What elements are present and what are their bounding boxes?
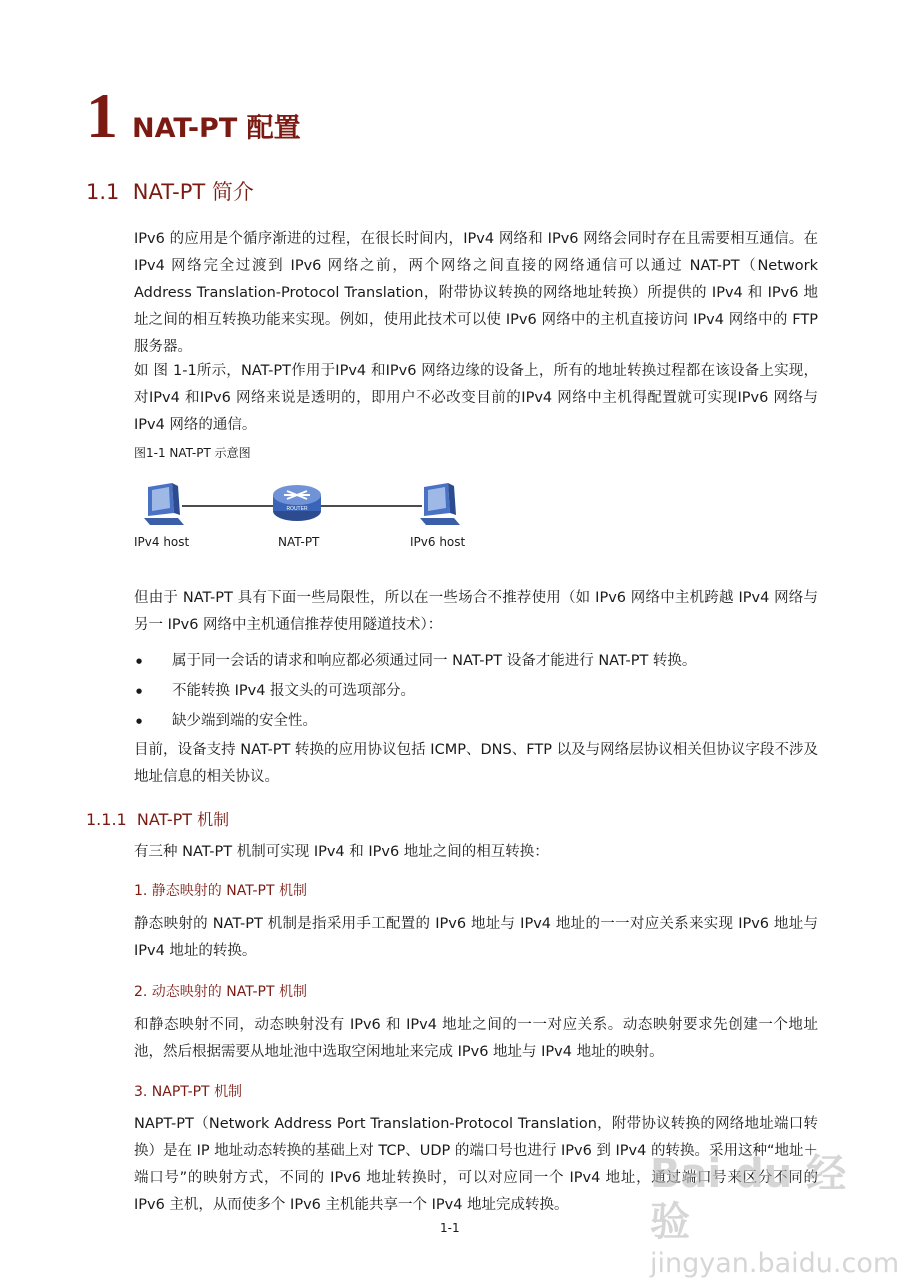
- chapter-title: NAT-PT 配置: [132, 113, 301, 144]
- network-diagram: [134, 478, 474, 558]
- section-title: NAT-PT 简介: [132, 180, 254, 204]
- page-number: 1-1: [440, 1221, 460, 1235]
- subsection-title: NAT-PT 机制: [136, 810, 230, 829]
- mechanism-2-text: 和静态映射不同，动态映射没有 IPv6 和 IPv4 地址之间的一一对应关系。动态映射要求先创建一个地址池，然后根据需要从地址池中选取空闲地址来完成 IPv6 地址与 IPv4 地址的映射。: [134, 1017, 818, 1060]
- natpt-label: NAT-PT: [278, 535, 320, 549]
- ipv6-host-label: IPv6 host: [410, 535, 466, 549]
- router-badge-label: ROUTER: [286, 506, 308, 512]
- list-item: ● 缺少端到端的安全性。: [134, 708, 696, 738]
- mechanism-3-text: NAPT-PT（Network Address Port Translation-Protocol Translation，附带协议转换的网络地址端口转换）是在 IP 地址动态转换的基础上对 TCP、UDP 的端口号也进行 IPv6 到 IPv4 的转换。采用这种“地址＋端口号”的映射方式，不同的 IPv6 地址转换时，可以对应同一个 IPv4 地址，通过端口号来区分不同的 IPv6 主机，从而使多个 IPv6 主机能共享一个 IPv4 地址完成转换。: [134, 1116, 818, 1213]
- mechanism-2-title: 2. 动态映射的 NAT-PT 机制: [134, 984, 307, 1000]
- chapter-number: 1: [86, 80, 118, 151]
- intro-paragraph-2: 如 图 1-1所示，NAT-PT作用于IPv4 和IPv6 网络边缘的设备上，所有的地址转换过程都在该设备上实现，对IPv4 和IPv6 网络来说是透明的，即用户不必改变目前的IPv4 网络中主机得配置就可实现IPv6 网络与IPv4 网络的通信。: [134, 363, 818, 433]
- subsection-heading: [86, 807, 229, 830]
- list-item: ● 属于同一会话的请求和响应都必须通过同一 NAT-PT 设备才能进行 NAT-PT 转换。: [134, 648, 696, 678]
- router-icon: [273, 485, 321, 521]
- ipv6-host-computer-icon: [420, 483, 460, 525]
- section-number: 1.1: [86, 180, 120, 204]
- section-heading: [86, 176, 254, 206]
- watermark-url: jingyan.baidu.com: [650, 1248, 900, 1279]
- figure-caption: 图1-1 NAT-PT 示意图: [134, 446, 251, 460]
- mechanism-intro: 有三种 NAT-PT 机制可实现 IPv4 和 IPv6 地址之间的相互转换：: [134, 844, 549, 860]
- limitations-list: [134, 648, 696, 738]
- ipv4-host-label: IPv4 host: [134, 535, 190, 549]
- mechanism-1-text: 静态映射的 NAT-PT 机制是指采用手工配置的 IPv6 地址与 IPv4 地址的一一对应关系来实现 IPv6 地址与 IPv4 地址的转换。: [134, 916, 818, 959]
- limitations-intro: 但由于 NAT-PT 具有下面一些局限性，所以在一些场合不推荐使用（如 IPv6 网络中主机跨越 IPv4 网络与另一 IPv6 网络中主机通信推荐使用隧道技术）：: [134, 590, 818, 633]
- intro-paragraph-1: IPv6 的应用是个循序渐进的过程，在很长时间内，IPv4 网络和 IPv6 网络会同时存在且需要相互通信。在 IPv4 网络完全过渡到 IPv6 网络之前，两个网络之间直接的网络通信可以通过 NAT-PT（Network Address Translation-Protocol Translation，附带协议转换的网络地址转换）所提供的 IPv4 和 IPv6 地址之间的相互转换功能来实现。例如，使用此技术可以使 IPv6 网络中的主机直接访问 IPv4 网络中的 FTP 服务器。: [134, 231, 818, 355]
- baidu-jingyan-watermark: [650, 1150, 900, 1279]
- list-item: ● 不能转换 IPv4 报文头的可选项部分。: [134, 678, 696, 708]
- diagram-svg: [134, 478, 474, 538]
- chapter-heading: [86, 80, 301, 151]
- ipv4-host-computer-icon: [144, 483, 184, 525]
- mechanism-1-title: 1. 静态映射的 NAT-PT 机制: [134, 883, 307, 899]
- support-paragraph: 目前，设备支持 NAT-PT 转换的应用协议包括 ICMP、DNS、FTP 以及与网络层协议相关但协议字段不涉及地址信息的相关协议。: [134, 742, 818, 785]
- subsection-number: 1.1.1: [86, 810, 127, 829]
- mechanism-3-title: 3. NAPT-PT 机制: [134, 1084, 243, 1100]
- watermark-brand: Bai du 经验: [650, 1151, 847, 1245]
